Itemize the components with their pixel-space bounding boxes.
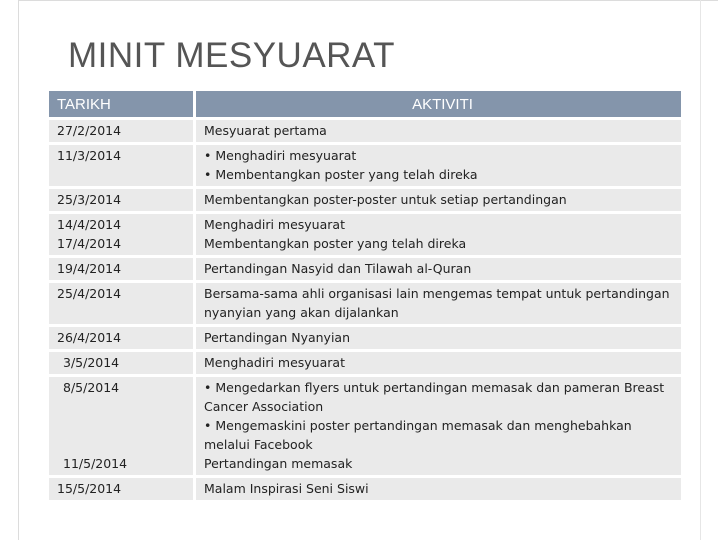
date-cell [49,189,193,211]
date-cell [49,258,193,280]
date-text: 14/4/2014 [57,217,122,232]
date-text [63,435,187,454]
date-cell [49,120,193,142]
date-cell [49,352,193,374]
activity-text: Menghadiri mesyuarat [204,355,345,370]
activity-text: nyanyian yang akan dijalankan [204,305,399,320]
activity-cell [196,327,681,349]
slide-frame-left [18,0,19,540]
activity-text: • Menghadiri mesyuarat [204,148,357,163]
table-row [49,258,681,280]
table-row [49,189,681,211]
date-text [63,397,187,416]
activity-cell [196,377,681,475]
date-cell [49,377,193,475]
activity-text: Pertandingan memasak [204,456,353,471]
date-cell [49,327,193,349]
activity-text: • Mengemaskini poster pertandingan memasak dan menghebahkan [204,418,632,433]
table-row [49,120,681,142]
activity-text: melalui Facebook [204,437,313,452]
activity-text: • Mengedarkan flyers untuk pertandingan memasak dan pameran Breast [204,380,665,395]
slide-frame-right [700,0,701,540]
table-body [49,120,681,500]
minutes-table [46,88,684,503]
page-title: MINIT MESYUARAT [68,36,396,75]
table-row [49,327,681,349]
activity-text: Bersama-sama ahli organisasi lain mengemas tempat untuk pertandingan [204,286,670,301]
activity-text: Pertandingan Nasyid dan Tilawah al-Quran [204,261,472,276]
date-text: 11/5/2014 [63,456,128,471]
header-tarikh: TARIKH [49,91,193,117]
table-row [49,352,681,374]
date-text: 17/4/2014 [57,236,122,251]
date-cell [49,214,193,255]
table-row [49,214,681,255]
activity-cell [196,283,681,324]
date-text: 26/4/2014 [57,330,122,345]
activity-text: Mesyuarat pertama [204,123,327,138]
date-cell [49,283,193,324]
date-text: 11/3/2014 [57,148,122,163]
activity-text: Menghadiri mesyuarat [204,217,345,232]
activity-cell [196,145,681,186]
activity-cell [196,120,681,142]
activity-text: Membentangkan poster-poster untuk setiap pertandingan [204,192,567,207]
slide-frame-top [18,0,718,1]
date-cell [49,145,193,186]
activity-cell [196,214,681,255]
table-row [49,377,681,475]
activity-text: • Membentangkan poster yang telah direka [204,167,478,182]
date-cell [49,478,193,500]
activity-text: Cancer Association [204,399,324,414]
activity-text: Membentangkan poster yang telah direka [204,236,467,251]
table-row [49,283,681,324]
table-row [49,478,681,500]
header-aktiviti: AKTIVITI [196,91,681,117]
table-header-row [49,91,681,117]
activity-cell [196,478,681,500]
date-text: 19/4/2014 [57,261,122,276]
table-row [49,145,681,186]
activity-cell [196,189,681,211]
date-text: 15/5/2014 [57,481,122,496]
date-text: 8/5/2014 [63,380,120,395]
date-text: 3/5/2014 [63,355,120,370]
date-text: 27/2/2014 [57,123,122,138]
activity-cell [196,352,681,374]
activity-text: Pertandingan Nyanyian [204,330,351,345]
date-text [63,416,187,435]
date-text: 25/3/2014 [57,192,122,207]
activity-cell [196,258,681,280]
activity-text: Malam Inspirasi Seni Siswi [204,481,369,496]
date-text: 25/4/2014 [57,286,122,301]
